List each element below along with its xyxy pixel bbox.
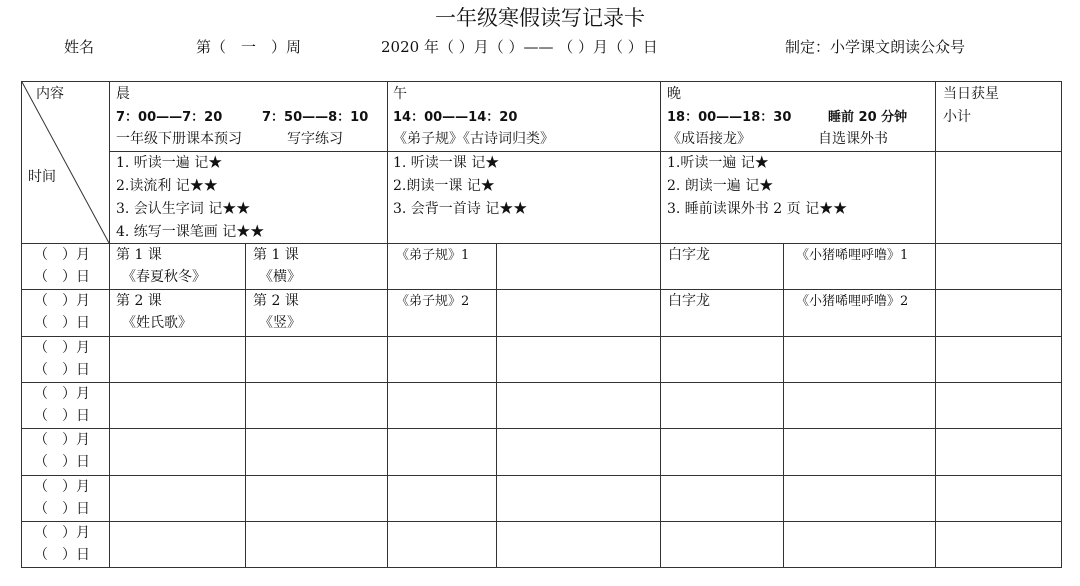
date-month-field: （ ）月 [34,432,90,448]
maker-label: 制定：小学课文朗读公众号 [785,38,966,56]
date-month-field: （ ）月 [34,247,90,263]
date-day-field: （ ）日 [34,408,90,424]
morning-heading: 晨 [116,86,130,102]
date-month-field: （ ）月 [34,525,90,541]
morning-time-1: 7：00——7：20 [116,110,223,125]
noon-criterion: 2.朗读一课 记★ [393,178,495,194]
noon-criterion: 3. 会背一首诗 记★★ [393,201,528,217]
morning-criterion: 1. 听读一遍 记★ [116,155,223,171]
date-day-field: （ ）日 [34,547,90,563]
writing-lesson-cell: 第 2 课 [253,293,299,309]
evening-book-cell: 《小猪唏哩呼噜》2 [796,294,909,309]
noon-task: 《弟子规》《古诗词归类》 [393,131,554,147]
morning-lesson-title: 《春夏秋冬》 [122,269,206,285]
evening-criterion: 2. 朗读一遍 记★ [667,178,774,194]
date-day-field: （ ）日 [34,269,90,285]
evening-time-1: 18：00——18：30 [667,110,792,125]
daily-stars-heading: 当日获星 [943,86,999,102]
page-title: 一年级寒假读写记录卡 [435,6,645,30]
evening-heading: 晚 [667,86,681,102]
date-month-field: （ ）月 [34,479,90,495]
week-label: 第（ 一 ）周 [196,38,302,56]
writing-lesson-cell: 第 1 课 [253,247,299,263]
morning-task-2: 写字练习 [287,131,343,147]
date-month-field: （ ）月 [34,293,90,309]
morning-time-2: 7：50——8：10 [262,110,369,125]
date-day-field: （ ）日 [34,315,90,331]
date-range: 2020 年（ ）月（ ）—— （ ）月（ ）日 [381,38,658,56]
evening-task-1: 《成语接龙》 [667,131,751,147]
morning-lesson-title: 《姓氏歌》 [122,315,192,331]
evening-criterion: 3. 睡前读课外书 2 页 记★★ [667,201,848,217]
morning-lesson-cell: 第 1 课 [116,247,162,263]
noon-time: 14：00——14：20 [393,110,518,125]
noon-reading-cell: 《弟子规》1 [396,248,470,263]
content-label: 内容 [36,86,64,102]
date-month-field: （ ）月 [34,386,90,402]
name-label: 姓名 [64,38,95,56]
writing-stroke-cell: 《横》 [259,269,301,285]
writing-stroke-cell: 《竖》 [259,315,301,331]
morning-criterion: 2.读流利 记★★ [116,178,218,194]
morning-criterion: 3. 会认生字词 记★★ [116,201,251,217]
morning-lesson-cell: 第 2 课 [116,293,162,309]
evening-task-2: 自选课外书 [818,131,888,147]
evening-book-cell: 《小猪唏哩呼噜》1 [796,248,909,263]
noon-heading: 午 [393,86,407,102]
time-label: 时间 [28,169,56,185]
daily-stars-subtotal-label: 小计 [943,109,971,125]
evening-idiom-cell: 白字龙 [668,247,710,263]
morning-criterion: 4. 练写一课笔画 记★★ [116,224,265,240]
date-day-field: （ ）日 [34,501,90,517]
date-day-field: （ ）日 [34,454,90,470]
evening-criterion: 1.听读一遍 记★ [667,155,769,171]
date-day-field: （ ）日 [34,362,90,378]
date-month-field: （ ）月 [34,340,90,356]
evening-time-2: 睡前 20 分钟 [828,110,908,125]
noon-reading-cell: 《弟子规》2 [396,294,470,309]
noon-criterion: 1. 听读一课 记★ [393,155,500,171]
evening-idiom-cell: 白字龙 [668,293,710,309]
morning-task-1: 一年级下册课本预习 [116,131,242,147]
